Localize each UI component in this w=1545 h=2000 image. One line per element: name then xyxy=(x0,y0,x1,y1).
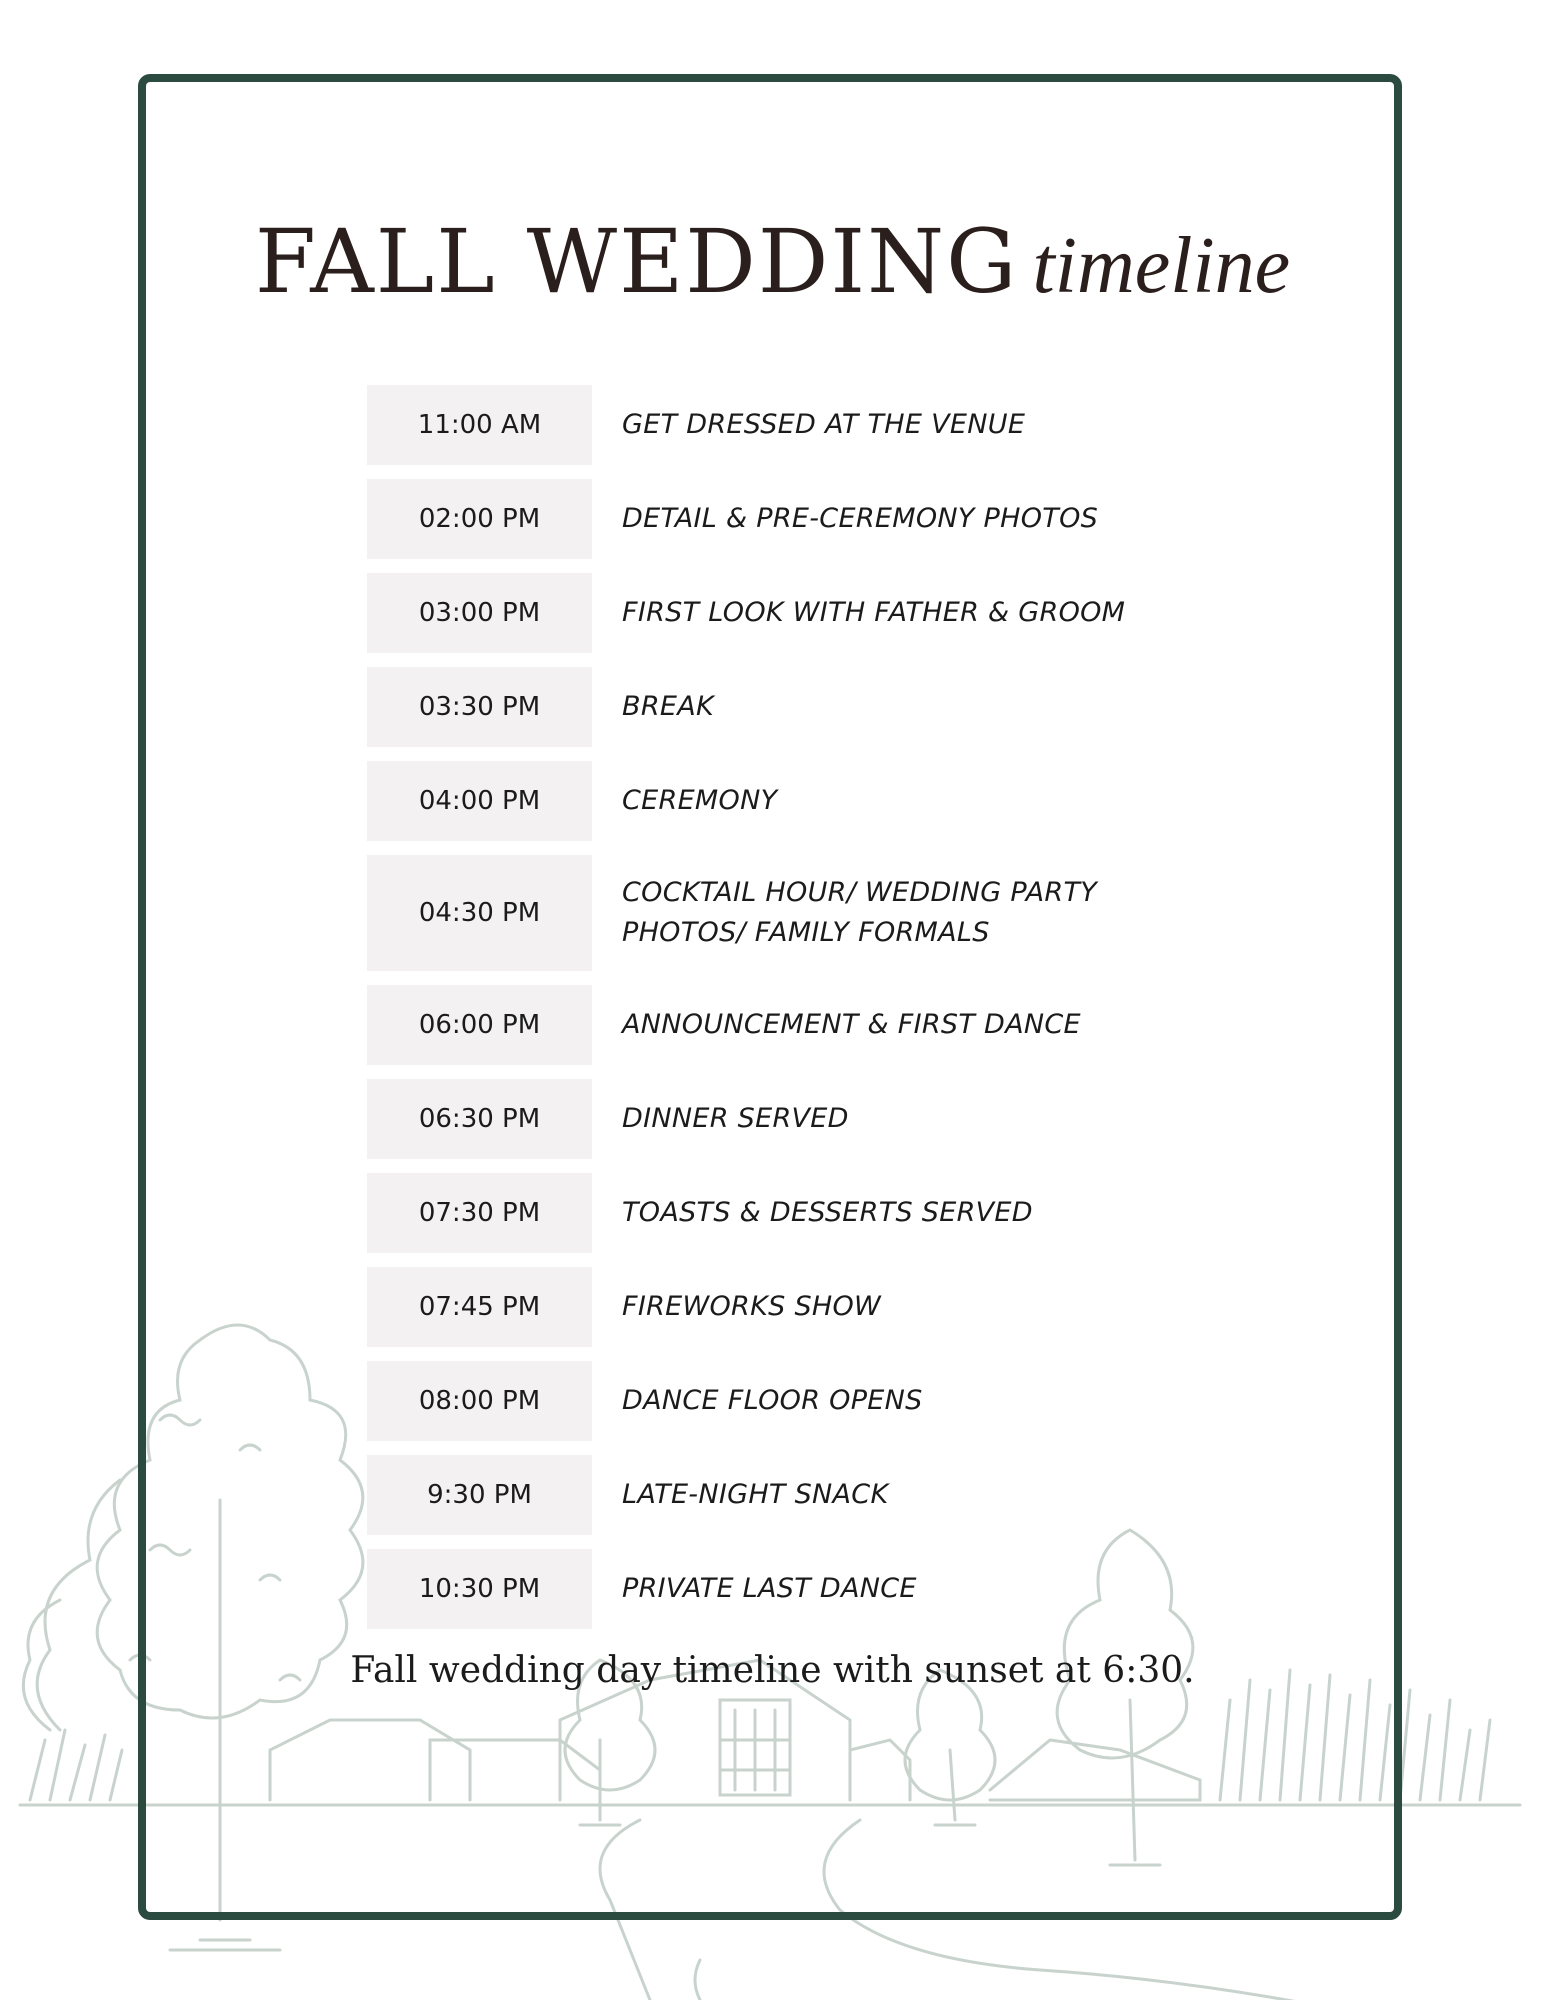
event-label: DANCE FLOOR OPENS xyxy=(622,1385,923,1416)
title-script: timeline xyxy=(1032,222,1291,310)
event-label: FIREWORKS SHOW xyxy=(622,1291,882,1322)
time-label: 06:30 PM xyxy=(367,1079,592,1159)
time-label: 04:30 PM xyxy=(367,855,592,971)
timeline-row xyxy=(367,985,1227,1065)
timeline-row xyxy=(367,1267,1227,1347)
time-label: 07:30 PM xyxy=(367,1173,592,1253)
title-main: FALL WEDDING xyxy=(254,210,1019,313)
caption: Fall wedding day timeline with sunset at 6:30. xyxy=(350,1650,1195,1691)
timeline-row xyxy=(367,855,1227,971)
time-label: 08:00 PM xyxy=(367,1361,592,1441)
event-label: CEREMONY xyxy=(622,785,778,816)
timeline-row xyxy=(367,1455,1227,1535)
event-label: ANNOUNCEMENT & FIRST DANCE xyxy=(622,1009,1081,1040)
time-label: 06:00 PM xyxy=(367,985,592,1065)
event-label: PRIVATE LAST DANCE xyxy=(622,1573,917,1604)
timeline-row xyxy=(367,479,1227,559)
event-label: DINNER SERVED xyxy=(622,1103,849,1134)
event-label: LATE-NIGHT SNACK xyxy=(622,1479,889,1510)
timeline-row xyxy=(367,1173,1227,1253)
time-label: 03:30 PM xyxy=(367,667,592,747)
event-label: COCKTAIL HOUR/ WEDDING PARTY PHOTOS/ FAMILY FORMALS xyxy=(622,877,1098,948)
time-label: 03:00 PM xyxy=(367,573,592,653)
timeline-list xyxy=(367,385,1227,1643)
time-label: 04:00 PM xyxy=(367,761,592,841)
time-label: 02:00 PM xyxy=(367,479,592,559)
event-label: GET DRESSED AT THE VENUE xyxy=(622,409,1026,440)
time-label: 07:45 PM xyxy=(367,1267,592,1347)
event-label: DETAIL & PRE-CEREMONY PHOTOS xyxy=(622,503,1099,534)
time-label: 10:30 PM xyxy=(367,1549,592,1629)
timeline-row xyxy=(367,761,1227,841)
page-title xyxy=(0,210,1545,313)
event-label: BREAK xyxy=(622,691,715,722)
event-label: TOASTS & DESSERTS SERVED xyxy=(622,1197,1033,1228)
timeline-row xyxy=(367,1361,1227,1441)
time-label: 9:30 PM xyxy=(367,1455,592,1535)
timeline-row xyxy=(367,1549,1227,1629)
timeline-row xyxy=(367,573,1227,653)
timeline-row xyxy=(367,667,1227,747)
timeline-row xyxy=(367,1079,1227,1159)
time-label: 11:00 AM xyxy=(367,385,592,465)
timeline-row xyxy=(367,385,1227,465)
event-label: FIRST LOOK WITH FATHER & GROOM xyxy=(622,597,1126,628)
